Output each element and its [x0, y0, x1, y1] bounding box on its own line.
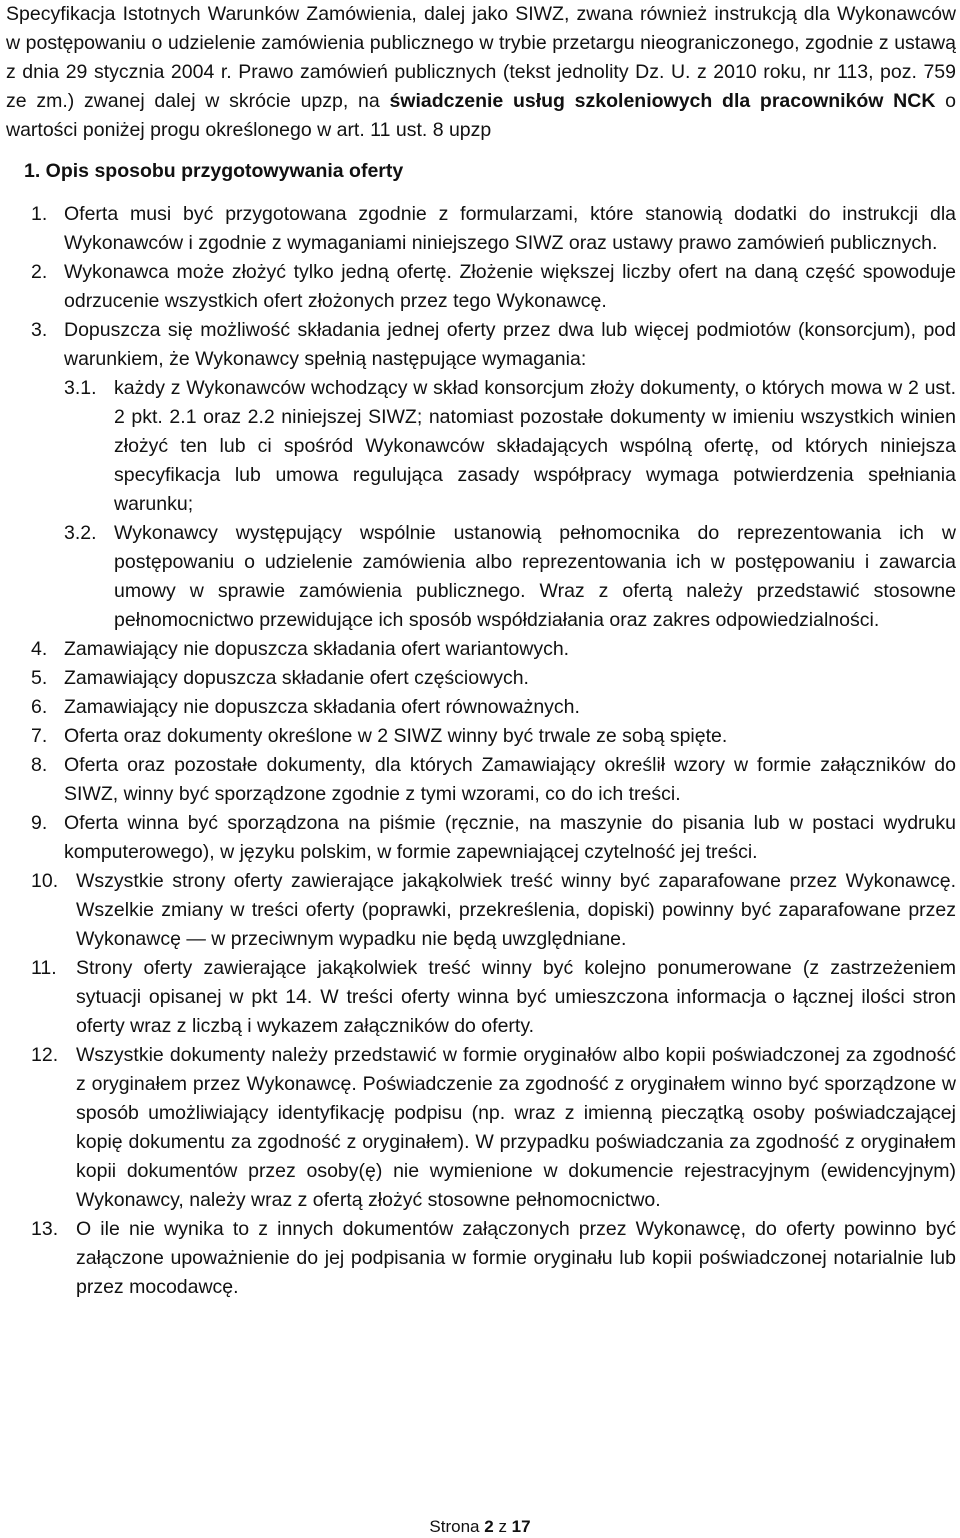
- list-item: [6, 664, 956, 693]
- list-item: [6, 519, 956, 635]
- list-item-number: 3.1.: [64, 377, 97, 399]
- list-item: [6, 200, 956, 258]
- list-item: [6, 693, 956, 722]
- list-item-text: każdy z Wykonawców wchodzący w skład konsorcjum złoży dokumenty, o których mowa w 2 ust. 2 pkt. 2.1 oraz 2.2 niniejszej SIWZ; natomiast pozostałe dokumenty w imieniu wszystkich winien złożyć ten lub ci spośród Wykonawców składających wspólną ofertę, od których niniejsza specyfikacja lub umowa regulująca zasady współpracy wymaga potwierdzenia spełniania warunku;: [114, 377, 956, 515]
- list-item-text: Zamawiający nie dopuszcza składania ofert równoważnych.: [64, 696, 580, 718]
- list-item-number: 7.: [31, 725, 48, 747]
- intro-text: Specyfikacja Istotnych Warunków Zamówienia, dalej jako SIWZ, zwana również instrukcją dla Wykonawców w postępowaniu o udzielenie zamówienia publicznego w trybie przetargu nieograniczonego, zgodnie z ustawą z dnia 29 stycznia 2004 r. Prawo zamówień publicznych (tekst jednolity Dz. U. z 2010 roku, nr 113, poz. 759 ze zm.) zwanej dalej w skrócie upzp, na: [6, 3, 956, 112]
- list-item: [6, 258, 956, 316]
- list-item-text: Oferta winna być sporządzona na piśmie (ręcznie, na maszynie do pisania lub w postaci wydruku komputerowego), w języku polskim, w formie zapewniającej czytelność jej treści.: [64, 812, 956, 863]
- list-item-text: Wszystkie dokumenty należy przedstawić w formie oryginałów albo kopii poświadczonej za zgodność z oryginałem przez Wykonawcę. Poświadczenie za zgodność z oryginałem winno być sporządzone w sposób umożliwiający identyfikację podpisu (np. wraz z imienną pieczątką osoby poświadczającej kopię dokumentu za zgodność z oryginałem). W przypadku poświadczania za zgodność z oryginałem kopii dokumentów przez osoby(ę) nie wymienione w dokumencie rejestracyjnym (ewidencyjnym) Wykonawcy, należy wraz z ofertą złożyć stosowne pełnomocnictwo.: [76, 1044, 956, 1211]
- list-item-number: 10.: [31, 870, 59, 892]
- list-item-text: Wykonawca może złożyć tylko jedną ofertę. Złożenie większej liczby ofert na daną część spowoduje odrzucenie wszystkich ofert złożonych przez tego Wykonawcę.: [64, 261, 956, 312]
- page-footer: [0, 1516, 960, 1538]
- items-list-c: [6, 867, 956, 1302]
- intro-paragraph: [6, 0, 956, 145]
- footer-current-page: 2: [484, 1517, 494, 1536]
- list-item-text: Zamawiający nie dopuszcza składania ofert wariantowych.: [64, 638, 570, 660]
- list-item-number: 5.: [31, 667, 48, 689]
- items-list-a: [6, 200, 956, 374]
- items-list-b: [6, 635, 956, 867]
- list-item-number: 6.: [31, 696, 48, 718]
- footer-total-pages: 17: [511, 1517, 531, 1536]
- list-item-number: 1.: [31, 203, 48, 225]
- list-item-number: 11.: [31, 957, 57, 979]
- footer-label: Strona: [429, 1517, 480, 1536]
- list-item-text: O ile nie wynika to z innych dokumentów załączonych przez Wykonawcę, do oferty powinno być załączone upoważnienie do jej podpisania w formie oryginału lub kopii poświadczonej notarialnie lub przez mocodawcę.: [76, 1218, 956, 1298]
- section-title: 1. Opis sposobu przygotowywania oferty: [24, 160, 404, 182]
- list-item-number: 8.: [31, 754, 48, 776]
- list-item-text: Strony oferty zawierające jakąkolwiek treść winny być kolejno ponumerowane (z zastrzeżeniem sytuacji opisanej w pkt 14. W treści oferty winna być umieszczona informacja o łącznej ilości stron oferty wraz z liczbą i wykazem załączników do oferty.: [76, 957, 956, 1037]
- list-item-text: Dopuszcza się możliwość składania jednej oferty przez dwa lub więcej podmiotów (konsorcjum), pod warunkiem, że Wykonawcy spełnią następujące wymagania:: [64, 319, 956, 370]
- intro-text-end: o wartości poniżej progu określonego w art. 11 ust. 8 upzp: [6, 90, 957, 141]
- list-item-number: 4.: [31, 638, 48, 660]
- list-item-number: 12.: [31, 1044, 59, 1066]
- list-item-text: Oferta musi być przygotowana zgodnie z formularzami, które stanowią dodatki do instrukcji dla Wykonawców i zgodnie z wymaganiami niniejszego SIWZ oraz ustawy prawo zamówień publicznych.: [64, 203, 956, 254]
- document-page: [6, 0, 956, 1302]
- list-item-number: 13.: [31, 1218, 59, 1240]
- list-item: [6, 867, 956, 954]
- list-item-text: Oferta oraz pozostałe dokumenty, dla których Zamawiający określił wzory w formie załączników do SIWZ, winny być sporządzone zgodnie z tymi wzorami, co do ich treści.: [64, 754, 956, 805]
- list-item-number: 3.2.: [64, 522, 97, 544]
- list-item: [6, 722, 956, 751]
- list-item: [6, 374, 956, 519]
- footer-sep: z: [498, 1517, 507, 1536]
- list-item: [6, 635, 956, 664]
- list-item-text: Zamawiający dopuszcza składanie ofert częściowych.: [64, 667, 529, 689]
- list-item-number: 2.: [31, 261, 48, 283]
- list-item-text: Wykonawcy występujący wspólnie ustanowią pełnomocnika do reprezentowania ich w postępowaniu o udzielenie zamówienia albo reprezentowania ich w postępowaniu i zawarcia umowy w sprawie zamówienia publicznego. Wraz z ofertą należy przedstawić stosowne pełnomocnictwo przewidujące ich sposób współdziałania oraz zakres odpowiedzialności.: [114, 522, 956, 631]
- list-item: [6, 316, 956, 374]
- list-item-text: Oferta oraz dokumenty określone w 2 SIWZ winny być trwale ze sobą spięte.: [64, 725, 728, 747]
- list-item: [6, 954, 956, 1041]
- list-item: [6, 1215, 956, 1302]
- intro-bold-subject: świadczenie usług szkoleniowych dla pracowników NCK: [389, 90, 936, 112]
- list-item: [6, 751, 956, 809]
- subitems-list: [6, 374, 956, 635]
- list-item-number: 3.: [31, 319, 48, 341]
- list-item: [6, 809, 956, 867]
- list-item-text: Wszystkie strony oferty zawierające jakąkolwiek treść winny być zaparafowane przez Wykonawcę. Wszelkie zmiany w treści oferty (poprawki, przekreślenia, dopiski) powinny być zaparafowane przez Wykonawcę — w przeciwnym wypadku nie będą uwzględniane.: [76, 870, 956, 950]
- list-item-number: 9.: [31, 812, 48, 834]
- list-item: [6, 1041, 956, 1215]
